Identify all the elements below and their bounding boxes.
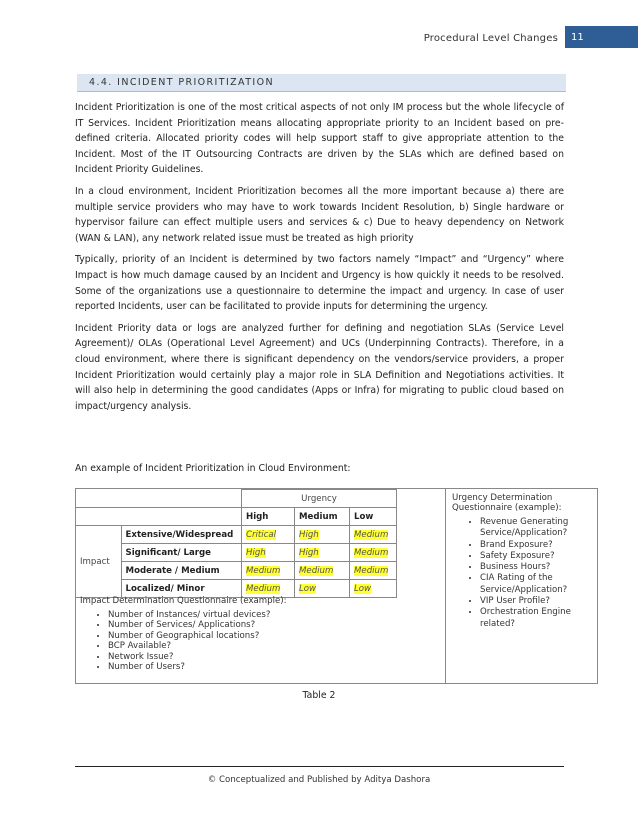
paragraph: Incident Priority data or logs are analyzed further for defining and negotiation SLAs (Service Level Agreement)/ OLAs (Operational Level Agreement) and UCs (Underpinning Contracts). Therefore, in a cloud environment, where there is significant dependency on the vendors/service providers, a proper Incident Prioritization would certainly play a major role in SLA Definition and Negotiations activities. It will also help in determining the good candidates (Apps or Infra) for migrating to public cloud based on impact/urgency analysis. bbox=[75, 322, 564, 412]
priority-cell: Low bbox=[299, 583, 317, 594]
urgency-question: • Brand Exposure? bbox=[480, 540, 595, 551]
page-number: 11 bbox=[571, 31, 584, 43]
priority-cell: Low bbox=[354, 583, 372, 594]
priority-cell: High bbox=[299, 547, 319, 558]
priority-cell: Critical bbox=[246, 529, 277, 540]
paragraph: Incident Prioritization is one of the most critical aspects of not only IM process but the whole lifecycle of IT Services. Incident Prioritization means allocating appropriate priority to an Incident based on pre-defined criteria. Allocated priority codes will help support staff to give appropriate attention to the Incident. Most of the IT Outsourcing Contracts are driven by the SLAs which are defined based on Incident Priority Guidelines. bbox=[75, 102, 564, 176]
impact-question: • Network Issue? bbox=[108, 652, 441, 662]
impact-question: • Number of Instances/ virtual devices? bbox=[108, 610, 441, 620]
urgency-questionnaire-title: Urgency Determination Questionnaire (example): bbox=[452, 493, 562, 513]
priority-matrix bbox=[76, 489, 397, 598]
urgency-question: • Safety Exposure? bbox=[480, 551, 595, 562]
impact-question: • Number of Users? bbox=[108, 662, 441, 672]
footer-divider bbox=[75, 766, 564, 767]
urgency-question: • CIA Rating of the Service/Application? bbox=[480, 573, 595, 596]
urgency-question: • Orchestration Engine related? bbox=[480, 607, 595, 630]
urgency-level: Medium bbox=[295, 508, 350, 526]
impact-questionnaire-title: Impact Determination Questionnaire (example): bbox=[80, 596, 287, 606]
impact-level: Significant/ Large bbox=[121, 544, 241, 562]
priority-cell: Medium bbox=[246, 565, 281, 576]
page-number-badge bbox=[565, 26, 638, 48]
section-heading: 4.4. INCIDENT PRIORITIZATION bbox=[77, 74, 566, 92]
table-caption: Table 2 bbox=[302, 690, 336, 701]
impact-question: • Number of Geographical locations? bbox=[108, 631, 441, 641]
impact-question: • Number of Services/ Applications? bbox=[108, 620, 441, 630]
footer-text: © Conceptualized and Published by Aditya Dashora bbox=[207, 775, 431, 785]
priority-cell: High bbox=[246, 547, 266, 558]
urgency-question: • VIP User Profile? bbox=[480, 596, 595, 607]
urgency-question: • Revenue Generating Service/Application? bbox=[480, 517, 595, 540]
paragraph: Typically, priority of an Incident is determined by two factors namely “Impact” and “Urgency” where Impact is how much damage caused by an Incident and Urgency is how quickly it needs to be resolved. Some of the organizations use a questionnaire to determine the impact and urgency. In case of user reported Incidents, user can be facilitated to provide inputs for determining the urgency. bbox=[75, 254, 564, 313]
prioritization-table bbox=[75, 488, 598, 684]
impact-level: Localized/ Minor bbox=[121, 580, 241, 598]
priority-cell: Medium bbox=[354, 565, 389, 576]
example-caption: An example of Incident Prioritization in Cloud Environment: bbox=[75, 463, 351, 474]
impact-level: Extensive/Widespread bbox=[121, 526, 241, 544]
urgency-header: Urgency bbox=[242, 490, 397, 508]
urgency-level: High bbox=[242, 508, 295, 526]
priority-cell: High bbox=[299, 529, 319, 540]
urgency-question: • Business Hours? bbox=[480, 562, 595, 573]
impact-header: Impact bbox=[76, 526, 121, 598]
body-text bbox=[75, 100, 564, 420]
urgency-questionnaire bbox=[445, 489, 599, 683]
paragraph: In a cloud environment, Incident Prioritization becomes all the more important because a) there are multiple service providers who may have to work towards Incident Resolution, b) Single hardware or hypervisor failure can effect multiple users and services & c) Due to heavy dependency on Network (WAN & LAN), any network related issue must be treated as high priority bbox=[75, 185, 564, 244]
priority-cell: Medium bbox=[354, 547, 389, 558]
priority-cell: Medium bbox=[246, 583, 281, 594]
impact-questionnaire bbox=[76, 593, 445, 675]
priority-cell: Medium bbox=[299, 565, 334, 576]
impact-level: Moderate / Medium bbox=[121, 562, 241, 580]
impact-question: • BCP Available? bbox=[108, 641, 441, 651]
urgency-level: Low bbox=[350, 508, 397, 526]
header-title: Procedural Level Changes bbox=[423, 33, 558, 44]
priority-cell: Medium bbox=[354, 529, 389, 540]
